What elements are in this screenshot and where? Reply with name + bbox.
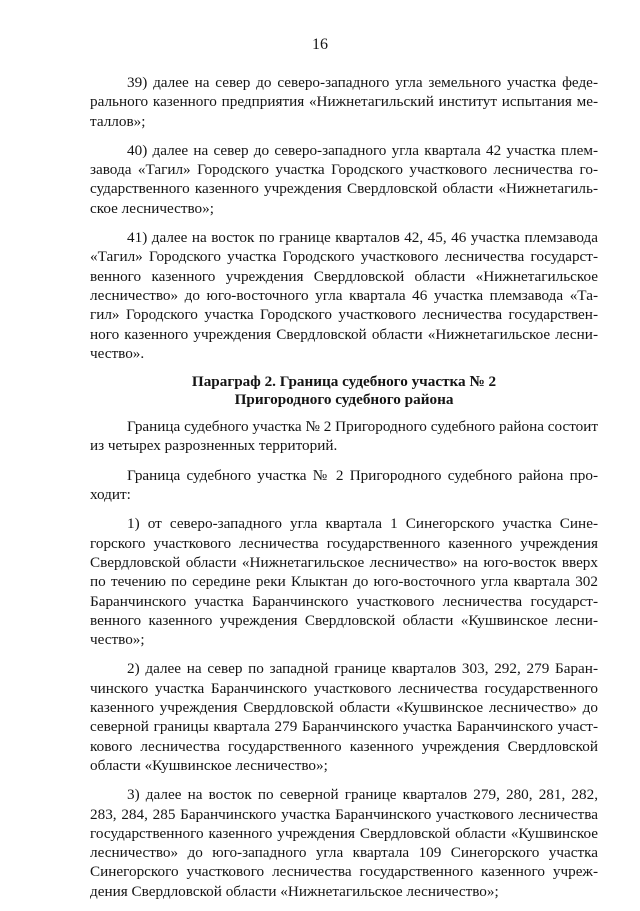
paragraph-intro: Граница судебного участка № 2 Пригородного судебного района состоит из четырех разрозненных территорий. [90,418,599,455]
paragraph-39: 39) далее на север до северо-западного угла земельного участка федерального казенного предприятия «Нижнетагильский институт испытания металлов»; [90,74,598,130]
document-body [90,73,598,911]
paragraph-3: 3) далее на восток по северной границе кварталов 279, 280, 281, 282, 283, 284, 285 Баранчинского участка Баранчинского участкового лесничества государственного казенного учреждения Свердловской области «Кушвинское лесничество» до юго-западного угла квартала 109 Синегорского участка Синегорского участкового лесничества государственного казенного учреждения Свердловской области «Нижнетагильское лесничество»; [90,786,598,900]
paragraph-40: 40) далее на север до северо-западного угла квартала 42 участка племзавода «Тагил» Городского участка Городского участкового лесничества государственного казенного учреждения Свердловской области «Нижнетагильское лесничество»; [90,141,598,217]
heading-line-1: Параграф 2. Граница судебного участка № 2 [191,373,497,391]
section-heading [90,373,598,409]
paragraph-passes: Граница судебного участка № 2 Пригородного судебного района проходит: [90,466,598,504]
paragraph-2: 2) далее на север по западной границе кварталов 303, 292, 279 Баранчинского участка Баранчинского участкового лесничества государственного казенного учреждения Свердловской области «Кушвинское лесничество» до северной границы квартала 279 Баранчинского участка Баранчинского участкового лесничества государственного казенного учреждения Свердловской области «Кушвинское лесничество»; [90,660,598,774]
paragraph-1: 1) от северо-западного угла квартала 1 Синегорского участка Синегорского участкового лесничества государственного казенного учреждения Свердловской области «Нижнетагильское лесничество» на юго-восток вверх по течению по середине реки Клыктан до юго-восточного угла квартала 302 Баранчинского участка Баранчинского участкового лесничества государственного казенного учреждения Свердловской области «Кушвинское лесничество»; [90,515,598,649]
heading-line-2: Пригородного судебного района [234,391,454,409]
paragraph-41: 41) далее на восток по границе кварталов 42, 45, 46 участка племзавода «Тагил» Городского участка Городского участкового лесничества государственного казенного учреждения Свердловской области «Нижнетагильское лесничество» до юго-восточного угла квартала 46 участка племзавода «Тагил» Городского участка Городского участкового лесничества государственного казенного учреждения Свердловской области «Нижнетагильское лесничество». [90,229,598,362]
page-number: 16 [312,36,328,53]
